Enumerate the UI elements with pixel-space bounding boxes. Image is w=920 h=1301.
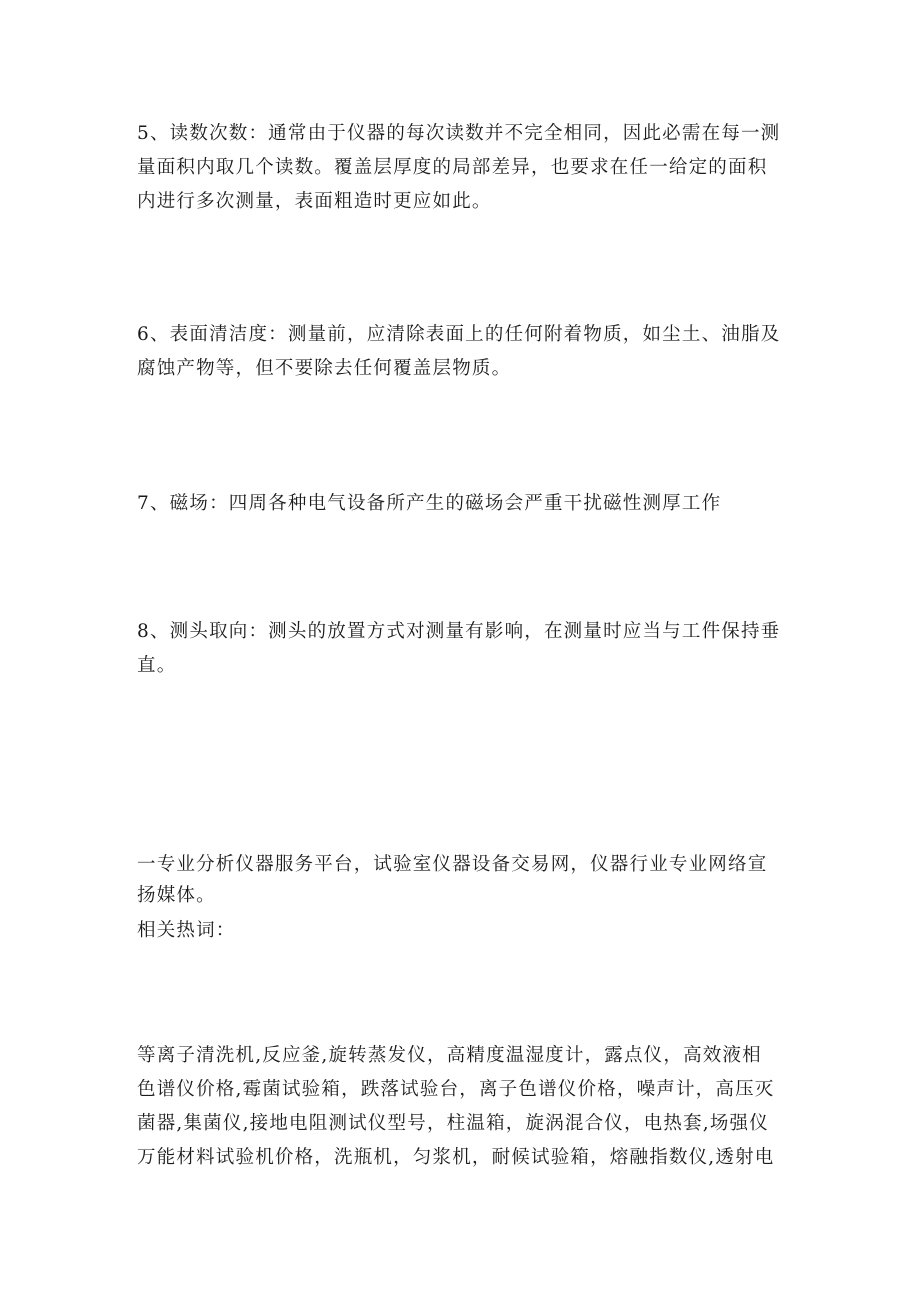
text-line: 一专业分析仪器服务平台，试验室仪器设备交易网，仪器行业专业网络宣	[137, 854, 768, 875]
text-line: 菌器,集菌仪,接地电阻测试仪型号，柱温箱，旋涡混合仪，电热套,场强仪	[137, 1113, 769, 1134]
text-line: 直。	[137, 655, 177, 676]
text-line: 万能材料试验机价格，洗瓶机，匀浆机，耐候试验箱，熔融指数仪,透射电	[137, 1147, 775, 1168]
paragraph-surface-cleanliness	[137, 318, 792, 386]
text-line: 相关热词：	[137, 920, 236, 941]
text-line: 7、磁场：四周各种电气设备所产生的磁场会严重干扰磁性测厚工作	[137, 493, 722, 514]
text-line: 5、读数次数：通常由于仪器的每次读数并不完全相同，因此必需在每一测	[137, 123, 781, 144]
text-line: 8、测头取向：测头的放置方式对测量有影响，在测量时应当与工件保持垂	[137, 621, 781, 642]
text-line: 量面积内取几个读数。覆盖层厚度的局部差异，也要求在任一给定的面积	[137, 157, 768, 178]
text-line: 等离子清洗机,反应釜,旋转蒸发仪，高精度温湿度计，露点仪，高效液相	[137, 1045, 762, 1066]
paragraph-magnetic-field	[137, 487, 792, 521]
paragraph-platform-intro	[137, 849, 792, 911]
paragraph-probe-orientation	[137, 615, 792, 683]
paragraph-reading-count	[137, 117, 792, 219]
text-line: 扬媒体。	[137, 885, 216, 906]
text-line: 腐蚀产物等，但不要除去任何覆盖层物质。	[137, 358, 512, 379]
text-line: 色谱仪价格,霉菌试验箱，跌落试验台，离子色谱仪价格，噪声计，高压灭	[137, 1079, 775, 1100]
paragraph-keyword-list	[137, 1039, 792, 1175]
text-line: 内进行多次测量，表面粗造时更应如此。	[137, 191, 492, 212]
related-keywords-heading	[137, 914, 792, 948]
text-line: 6、表面清洁度：测量前，应清除表面上的任何附着物质，如尘土、油脂及	[137, 324, 781, 345]
